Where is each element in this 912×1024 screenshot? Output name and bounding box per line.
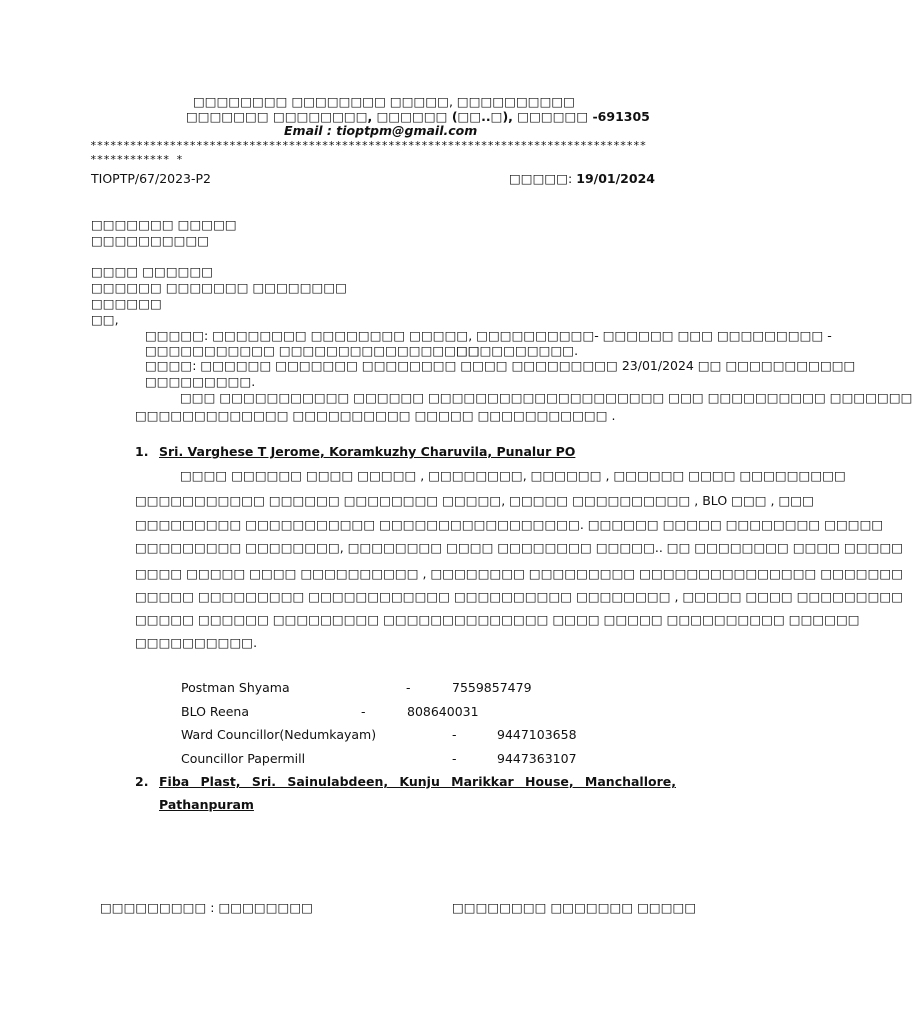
contact-phone: 9447103658: [497, 727, 577, 742]
item-1-body-line: □□□□□□□□□□□ □□□□□□ □□□□□□□□ □□□□□, □□□□□ □□□□□□□□□□ , BLO □□□ , □□□: [135, 493, 814, 508]
subject-reference-line-2: □□□□□□□□□.: [145, 374, 256, 389]
contact-dash: -: [406, 680, 411, 695]
org-address: □□□□□□□ □□□□□□□□, □□□□□□ (□□..□), □□□□□□ -691305: [186, 109, 650, 124]
item-1-body-line: □□□□□ □□□□□□□□□ □□□□□□□□□□□□ □□□□□□□□□□ □□□□□□□□ , □□□□□ □□□□ □□□□□□□□□: [135, 589, 903, 604]
footer-right: □□□□□□□□ □□□□□□□ □□□□□: [452, 900, 697, 915]
subject-line-2a: □□□□□□□□□□□ □□□□□□□□□□□□□□□□□: [145, 343, 480, 358]
subject-reference-line-1: □□□□: □□□□□□ □□□□□□□ □□□□□□□□ □□□□ □□□□□□□□□ 23/01/2024 □□ □□□□□□□□□□□: [145, 358, 856, 373]
contact-name: Postman Shyama: [181, 680, 290, 695]
footer-left: □□□□□□□□□ : □□□□□□□□: [100, 900, 313, 915]
intro-line-1: □□□ □□□□□□□□□□□ □□□□□□ □□□□□□□□□□□□□□□□□□□□ □□□ □□□□□□□□□□ □□□□□□□: [180, 390, 912, 405]
item-1-body-line: □□□□□□□□□□.: [135, 635, 258, 650]
item-1-body-line: □□□□□ □□□□□□ □□□□□□□□□ □□□□□□□□□□□□□□ □□□□ □□□□□ □□□□□□□□□□ □□□□□□: [135, 612, 860, 627]
subject-line-2b: □□□□□□□□□□.: [456, 343, 579, 358]
sender-line-2: □□□□□□□□□□: [91, 233, 210, 248]
item-1-number: 1.: [135, 444, 149, 459]
item-1-body-line: □□□□□□□□□ □□□□□□□□, □□□□□□□□ □□□□ □□□□□□□□ □□□□□.. □□ □□□□□□□□ □□□□ □□□□□: [135, 540, 904, 555]
recipient-line-3: □□□□□□: [91, 296, 162, 311]
date-line: [509, 171, 655, 187]
star-divider: ************************************************************************************************ *: [90, 139, 647, 166]
item-1-body-line: □□□□ □□□□□□ □□□□ □□□□□ , □□□□□□□□, □□□□□□ , □□□□□□ □□□□ □□□□□□□□□: [180, 468, 846, 483]
item-1-body-line: □□□□ □□□□□ □□□□ □□□□□□□□□□ , □□□□□□□□ □□□□□□□□□ □□□□□□□□□□□□□□□ □□□□□□□: [135, 566, 903, 581]
contact-dash: -: [452, 751, 457, 766]
contact-phone: 9447363107: [497, 751, 577, 766]
subject-line-1: □□□□□: □□□□□□□□ □□□□□□□□ □□□□□, □□□□□□□□□□- □□□□□□ □□□ □□□□□□□□□ -: [145, 328, 832, 343]
item-2-number: 2.: [135, 774, 149, 789]
recipient-line-2: □□□□□□ □□□□□□□ □□□□□□□□: [91, 280, 347, 295]
contact-phone: 7559857479: [452, 680, 532, 695]
contact-dash: -: [452, 727, 457, 742]
org-name: □□□□□□□□ □□□□□□□□ □□□□□, □□□□□□□□□□: [192, 94, 575, 109]
org-email: Email : tioptpm@gmail.com: [284, 123, 478, 138]
item-2-heading-line-1: Fiba Plast, Sri. Sainulabdeen, Kunju Marikkar House, Manchallore,: [159, 774, 676, 789]
date-value: 19/01/2024: [576, 171, 655, 186]
item-1-heading: Sri. Varghese T Jerome, Koramkuzhy Charuvila, Punalur PO: [159, 444, 576, 459]
contact-phone: 808640031: [407, 704, 479, 719]
reference-number: TIOPTP/67/2023-P2: [91, 171, 212, 186]
recipient-line-1: □□□□ □□□□□□: [91, 264, 214, 279]
item-1-body-line: □□□□□□□□□ □□□□□□□□□□□ □□□□□□□□□□□□□□□□□. □□□□□□ □□□□□ □□□□□□□□ □□□□□: [135, 517, 884, 532]
recipient-line-4: □□,: [91, 312, 119, 327]
contact-name: Councillor Papermill: [181, 751, 306, 766]
item-2-heading-line-2: Pathanpuram: [159, 797, 254, 812]
intro-line-2: □□□□□□□□□□□□□ □□□□□□□□□□ □□□□□ □□□□□□□□□□□ .: [135, 408, 616, 423]
contact-dash: -: [361, 704, 366, 719]
sender-line-1: □□□□□□□ □□□□□: [91, 217, 237, 232]
contact-name: BLO Reena: [181, 704, 249, 719]
contact-name: Ward Councillor(Nedumkayam): [181, 727, 377, 742]
date-label: □□□□□:: [509, 171, 573, 186]
